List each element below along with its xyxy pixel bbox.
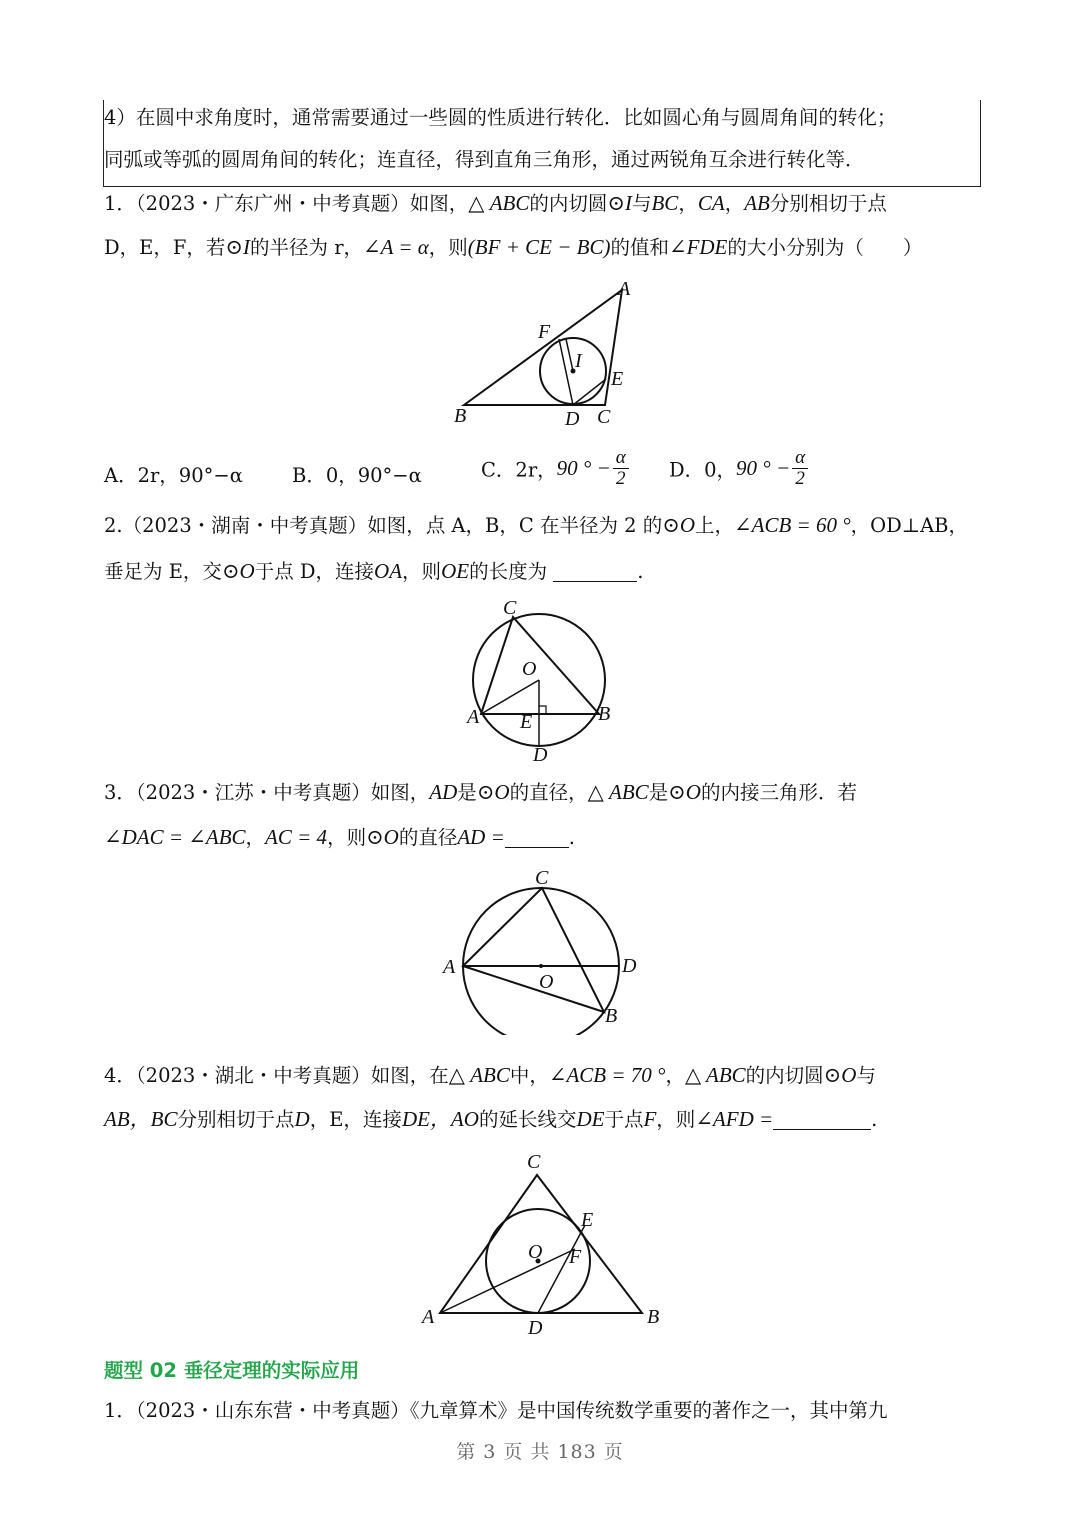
q1-text-1: 的内切圆 <box>529 192 608 215</box>
q4-de-ao: DE，AO <box>401 1107 479 1131</box>
q1-option-d-num: α <box>792 448 808 469</box>
q3-label-c: C <box>535 867 549 889</box>
q1-option-d[interactable] <box>669 448 810 489</box>
q2-label-d: D <box>533 744 548 766</box>
q4-end: . <box>871 1108 878 1131</box>
q4-label-d: D <box>528 1317 543 1339</box>
q2-label-b: B <box>598 703 611 725</box>
q3-label-d: D <box>622 955 637 977</box>
q1-option-d-frac <box>792 448 808 489</box>
q3-label-b: B <box>605 1005 618 1027</box>
q1-l2-a: D，E，F，若 <box>104 236 226 259</box>
q4-label-f: F <box>569 1246 582 1268</box>
q1-figure <box>440 275 640 435</box>
q4-l1-b: 中， <box>509 1064 549 1087</box>
q1-ab: AB <box>744 191 770 215</box>
q1-l2-c: ，则 <box>428 236 468 259</box>
q2-l2-d: 的长度为 <box>469 560 548 583</box>
q2-label-o: O <box>522 658 537 680</box>
q2-label-a: A <box>467 706 480 728</box>
q1-label-e: E <box>611 368 624 390</box>
q2-oa: OA <box>374 559 403 583</box>
q4-l1-e: 与 <box>856 1064 876 1087</box>
q4-l1-c: ， <box>665 1064 685 1087</box>
q1-option-c-frac <box>613 448 629 489</box>
q1-sep-2: ， <box>724 192 745 215</box>
q2-right-angle-mark <box>539 706 546 714</box>
q2-angle: ∠ACB = 60 ° <box>734 513 851 537</box>
q4-f: F <box>643 1107 657 1131</box>
q1-option-c-deg: 90 ° − <box>556 456 611 480</box>
section-heading: 题型 02 垂径定理的实际应用 <box>104 1359 360 1382</box>
q4-label-o: O <box>528 1241 543 1263</box>
q3-figure <box>435 860 645 1035</box>
q3-l2-b: ，则 <box>327 826 367 849</box>
q1-angle-fde: ∠FDE <box>668 235 728 259</box>
q1-option-c-den: 2 <box>615 468 626 489</box>
q4-angle-2: ∠AFD = <box>695 1107 774 1131</box>
q2-line-2 <box>104 558 643 585</box>
q1-radius <box>566 339 573 371</box>
q1-option-d-deg: 90 ° − <box>736 456 791 480</box>
note-line-2: 同弧或等弧的圆周角间的转化；连直径，得到直角三角形，通过两锐角互余进行转化等． <box>104 148 865 171</box>
q2-l1-a: 2.（2023・湖南・中考真题）如图，点 A，B，C 在半径为 2 的 <box>104 514 663 537</box>
q3-eq-1: ∠DAC = ∠ABC <box>104 825 246 849</box>
q1-option-c-num: α <box>613 448 629 469</box>
q1-sep-1: ， <box>678 192 698 215</box>
q4-angle: ∠ACB = 70 ° <box>548 1063 666 1087</box>
q4-l1-a: 4．（2023・湖北・中考真题）如图，在 <box>104 1064 449 1087</box>
q2-answer-blank[interactable] <box>553 561 637 582</box>
q2-line-1 <box>104 512 968 539</box>
q4-label-c: C <box>527 1151 541 1173</box>
q1-prefix: 1．（2023・广东广州・中考真题）如图， <box>104 192 469 215</box>
q3-eq-2: AC = 4 <box>265 825 328 849</box>
q1-option-a[interactable]: A．2r，90°−α <box>104 464 243 487</box>
q3-l1-c: 的直径， <box>509 781 588 804</box>
q4-label-e: E <box>581 1209 594 1231</box>
q4-l2-b: ，E，连接 <box>309 1108 402 1131</box>
q2-triangle-shape <box>481 617 599 714</box>
q3-ad: AD <box>429 780 458 804</box>
q4-d: D <box>294 1107 310 1131</box>
q4-circle: ⊙O <box>823 1063 857 1087</box>
q4-de: DE <box>576 1107 605 1131</box>
q2-figure <box>458 594 623 769</box>
q1-l2-b: 的半径为 r， <box>250 236 364 259</box>
q1-option-d-den: 2 <box>795 468 805 489</box>
q2-circle-2: ⊙O <box>221 559 255 583</box>
q4-l2-c: 的延长线交 <box>478 1108 577 1131</box>
q1-label-b: B <box>454 405 467 427</box>
q1-option-b[interactable]: B．0，90°−α <box>292 464 422 487</box>
q3-triangle-shape <box>463 888 604 1012</box>
q2-l1-b: 上， <box>695 514 735 537</box>
q3-l1-a: 3．（2023・江苏・中考真题）如图， <box>104 781 430 804</box>
q4-answer-blank[interactable] <box>773 1109 871 1130</box>
q4-label-a: A <box>422 1306 435 1328</box>
q1-bc: BC <box>651 191 679 215</box>
q2-circle: ⊙O <box>662 513 696 537</box>
q2-l2-c: ，则 <box>402 560 442 583</box>
q1-l2-d: 的值和 <box>610 236 669 259</box>
q1-option-d-prefix: D．0， <box>669 458 737 482</box>
q3-end: . <box>568 826 575 849</box>
q1-label-f: F <box>538 321 551 343</box>
q3-circle-2: ⊙O <box>668 780 701 804</box>
q4-l2-a: 分别相切于点 <box>177 1108 295 1131</box>
q2-l2-a: 垂足为 E，交 <box>104 560 222 583</box>
page-footer: 第 3 页 共 183 页 <box>456 1441 624 1463</box>
q1-expression: (BF + CE − BC) <box>467 235 611 259</box>
q1-angle-a: ∠A = α <box>363 235 429 259</box>
q4-segment-de <box>538 1225 585 1313</box>
q3-line-2 <box>104 824 575 851</box>
q4-l2-d: 于点 <box>604 1108 644 1131</box>
q3-l1-b: 是 <box>457 781 477 804</box>
q4-triangle: △ ABC <box>448 1063 510 1087</box>
q1-text-2: 与 <box>631 192 652 215</box>
note-line-1: 4）在圆中求角度时，通常需要通过一些圆的性质进行转化．比如圆心角与圆周角间的转化； <box>104 106 897 129</box>
q3-l1-e: 的内接三角形．若 <box>700 781 857 804</box>
q2-l1-c: ，OD⊥AB， <box>850 514 968 537</box>
q4-l1-d: 的内切圆 <box>745 1064 824 1087</box>
q1-option-c-prefix: C．2r， <box>481 458 557 482</box>
q3-circle-shape <box>463 888 619 1035</box>
q1-line-2 <box>104 234 922 261</box>
q3-circle: ⊙O <box>476 780 510 804</box>
q4-l2-e: ，则 <box>656 1108 696 1131</box>
q4-triangle-2: △ ABC <box>684 1063 746 1087</box>
q1-label-i: I <box>575 350 582 372</box>
q1-ca: CA <box>697 191 725 215</box>
q3-center-dot <box>539 964 543 968</box>
q1-circle: ⊙I <box>607 191 632 215</box>
q1-label-a: A <box>618 278 631 300</box>
q4-label-b: B <box>647 1306 660 1328</box>
q4-ab-bc: AB，BC <box>104 1107 178 1131</box>
q3-l2-c: 的直径 <box>398 826 458 849</box>
q3-eq-3: AD = <box>457 825 505 849</box>
q1-l2-e: 的大小分别为（ ） <box>727 236 923 259</box>
q3-triangle: △ ABC <box>587 780 649 804</box>
q1-line-1 <box>104 190 887 217</box>
q1-text-3: 分别相切于点 <box>769 192 887 215</box>
q4-line-1 <box>104 1062 876 1089</box>
q1-triangle: △ ABC <box>468 191 530 215</box>
q2-end: . <box>637 560 644 583</box>
q1-segment-de <box>573 379 606 405</box>
q3-label-a: A <box>443 956 456 978</box>
q3-l2-a: ， <box>245 826 266 849</box>
q3-line-1 <box>104 779 857 806</box>
q3-label-o: O <box>539 971 554 993</box>
q1-label-d: D <box>565 408 580 430</box>
q2-l2-b: 于点 D，连接 <box>254 560 375 583</box>
q1-circle-2: ⊙I <box>225 235 250 259</box>
q2-label-c: C <box>503 597 517 619</box>
q2-oe: OE <box>441 559 470 583</box>
q3-l1-d: 是 <box>648 781 669 804</box>
q3-circle-3: ⊙O <box>366 825 399 849</box>
q3-answer-blank[interactable] <box>505 827 569 848</box>
q1-triangle-shape <box>464 290 622 405</box>
q4-figure <box>415 1145 675 1345</box>
q2-label-e: E <box>520 711 533 733</box>
q1-option-c[interactable] <box>481 448 631 489</box>
q5-line-1: 1．（2023・山东东营・中考真题）《九章算术》是中国传统数学重要的著作之一，其中第九 <box>104 1399 888 1422</box>
q4-line-2 <box>104 1106 877 1133</box>
q1-label-c: C <box>597 406 611 428</box>
